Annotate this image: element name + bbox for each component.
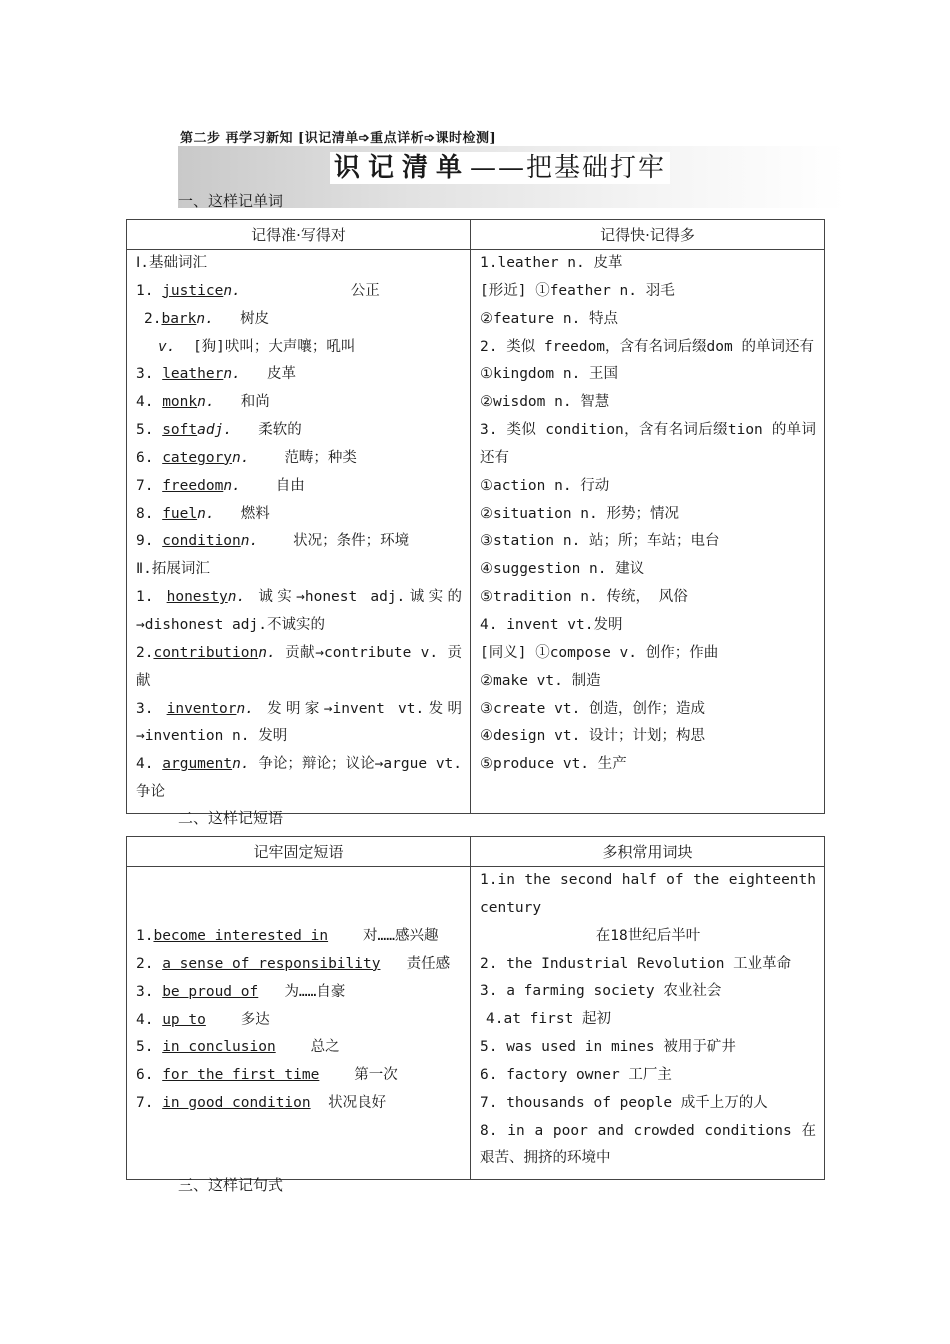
basic-vocab-cell (127, 250, 471, 814)
list-item: 6. factory owner 工厂主 (480, 1066, 672, 1083)
answer-word: soft (162, 422, 198, 439)
list-item: ②make vt. 制造 (480, 672, 601, 689)
table-header: 多积常用词块 (471, 837, 825, 867)
list-item: ③station n. 站；所；车站；电台 (480, 533, 720, 550)
answer-word: leather (162, 366, 224, 383)
list-item: v. [狗]吠叫；大声嚷；吼叫 (158, 338, 356, 355)
answer-phrase: for the first time (162, 1067, 320, 1084)
list-item: 8. in a poor and crowded conditions 在艰苦、拥挤的环境中 (480, 1122, 816, 1167)
list-item: ②wisdom n. 智慧 (480, 394, 610, 411)
list-item: [形近] ①feather n. 羽毛 (480, 282, 675, 299)
list-item: ④suggestion n. 建议 (480, 561, 645, 578)
list-item: ②feature n. 特点 (480, 310, 619, 327)
answer-word: justice (162, 282, 224, 299)
list-item: 5. in conclusion 总之 (136, 1039, 340, 1056)
answer-word: fuel (162, 505, 198, 522)
answer-phrase: be proud of (162, 983, 259, 1000)
list-item: 4. argumentn. 争论；辩论；议论→argue vt.争论 (136, 756, 463, 801)
section-label-words: 一、这样记单词 (178, 192, 284, 210)
list-item: 1.in the second half of the eighteenth century (480, 872, 816, 916)
list-item: 8. fueln. 燃料 (136, 505, 270, 522)
list-item: 3. leathern. 皮革 (136, 366, 296, 383)
answer-word: contribution (153, 644, 259, 661)
answer-word: argument (162, 756, 233, 773)
section-label-sentences: 三、这样记句式 (178, 1176, 284, 1194)
list-item: ②situation n. 形势；情况 (480, 505, 679, 522)
phrases-table (126, 836, 825, 1180)
section-label-phrases: 二、这样记短语 (178, 809, 284, 827)
banner-title-bold: 识记清单 (334, 153, 471, 183)
list-item: 4.at first 起初 (486, 1011, 612, 1028)
list-item: 1. justicen. 公正 (136, 282, 380, 299)
word-chunks-cell (471, 867, 825, 1180)
list-item: 7. thousands of people 成千上万的人 (480, 1094, 768, 1111)
list-item: 4. up to 多达 (136, 1011, 270, 1028)
banner-title (330, 152, 670, 184)
answer-word: category (162, 449, 233, 466)
list-item: 1.leather n. 皮革 (480, 255, 623, 271)
list-item: 1. honestyn. 诚实→honest adj.诚实的→dishonest adj.不诚实的 (136, 589, 462, 633)
table-header: 记得准·写得对 (127, 220, 471, 250)
list-item: 3. 类似 condition，含有名词后缀tion 的单词还有 (480, 422, 816, 466)
banner-title-rest: ——把基础打牢 (470, 153, 667, 183)
list-item: 3. be proud of 为……自豪 (136, 983, 346, 1000)
answer-word: inventor (166, 700, 237, 717)
section-title: Ⅰ.基础词汇 (136, 255, 208, 271)
list-item: 2. a sense of responsibility 责任感 (136, 955, 451, 972)
answer-phrase: in good condition (162, 1095, 311, 1112)
list-item: 6. for the first time 第一次 (136, 1067, 398, 1084)
table-header: 记牢固定短语 (127, 837, 471, 867)
list-item: 9. conditionn. 状况；条件；环境 (136, 533, 410, 550)
list-item: 3. a farming society 农业社会 (480, 983, 722, 1000)
answer-word: freedom (162, 477, 224, 494)
answer-word: condition (162, 533, 241, 550)
answer-phrase: a sense of responsibility (162, 955, 381, 972)
section-title: Ⅱ.拓展词汇 (136, 561, 210, 578)
list-item: 6. categoryn. 范畴；种类 (136, 449, 357, 466)
list-item: ①action n. 行动 (480, 477, 610, 494)
list-item: 在18世纪后半叶 (595, 927, 701, 944)
list-item: ④design vt. 设计；计划；构思 (480, 728, 706, 745)
list-item: 7. in good condition 状况良好 (136, 1095, 387, 1112)
list-item: ③create vt. 创造，创作；造成 (480, 700, 706, 717)
list-item: 2.barkn. 树皮 (144, 310, 270, 327)
memory-tips-cell (471, 250, 825, 814)
list-item: 5. softadj. 柔软的 (136, 422, 302, 439)
answer-phrase: in conclusion (162, 1039, 276, 1056)
list-item: [同义] ①compose v. 创作；作曲 (480, 644, 719, 661)
list-item: ⑤produce vt. 生产 (480, 756, 627, 773)
list-item: 4. invent vt.发明 (480, 616, 623, 633)
vocabulary-table (126, 219, 825, 814)
list-item: 3. inventorn. 发明家→invent vt.发明→invention n. 发明 (136, 700, 463, 745)
list-item: 1.become interested in 对……感兴趣 (136, 928, 439, 944)
fixed-phrases-cell (127, 867, 471, 1180)
list-item: ⑤tradition n. 传统， 风俗 (480, 589, 688, 606)
list-item: 2. 类似 freedom，含有名词后缀dom 的单词还有 (480, 338, 814, 355)
list-item: 7. freedomn. 自由 (136, 477, 305, 494)
answer-word: monk (162, 394, 198, 411)
list-item: 4. monkn. 和尚 (136, 394, 270, 411)
list-item: 5. was used in mines 被用于矿井 (480, 1039, 736, 1056)
list-item: 2.contributionn. 贡献→contribute v. 贡献 (136, 644, 462, 689)
list-item: 2. the Industrial Revolution 工业革命 (480, 955, 792, 972)
step-header: 第二步 再学习新知 [识记清单➩重点详析➩课时检测] (180, 131, 497, 146)
answer-word: bark (161, 310, 197, 327)
list-item: ①kingdom n. 王国 (480, 366, 619, 383)
answer-phrase: up to (162, 1011, 206, 1028)
answer-phrase: become interested in (153, 928, 329, 944)
table-header: 记得快·记得多 (471, 220, 825, 250)
answer-word: honesty (166, 589, 228, 606)
